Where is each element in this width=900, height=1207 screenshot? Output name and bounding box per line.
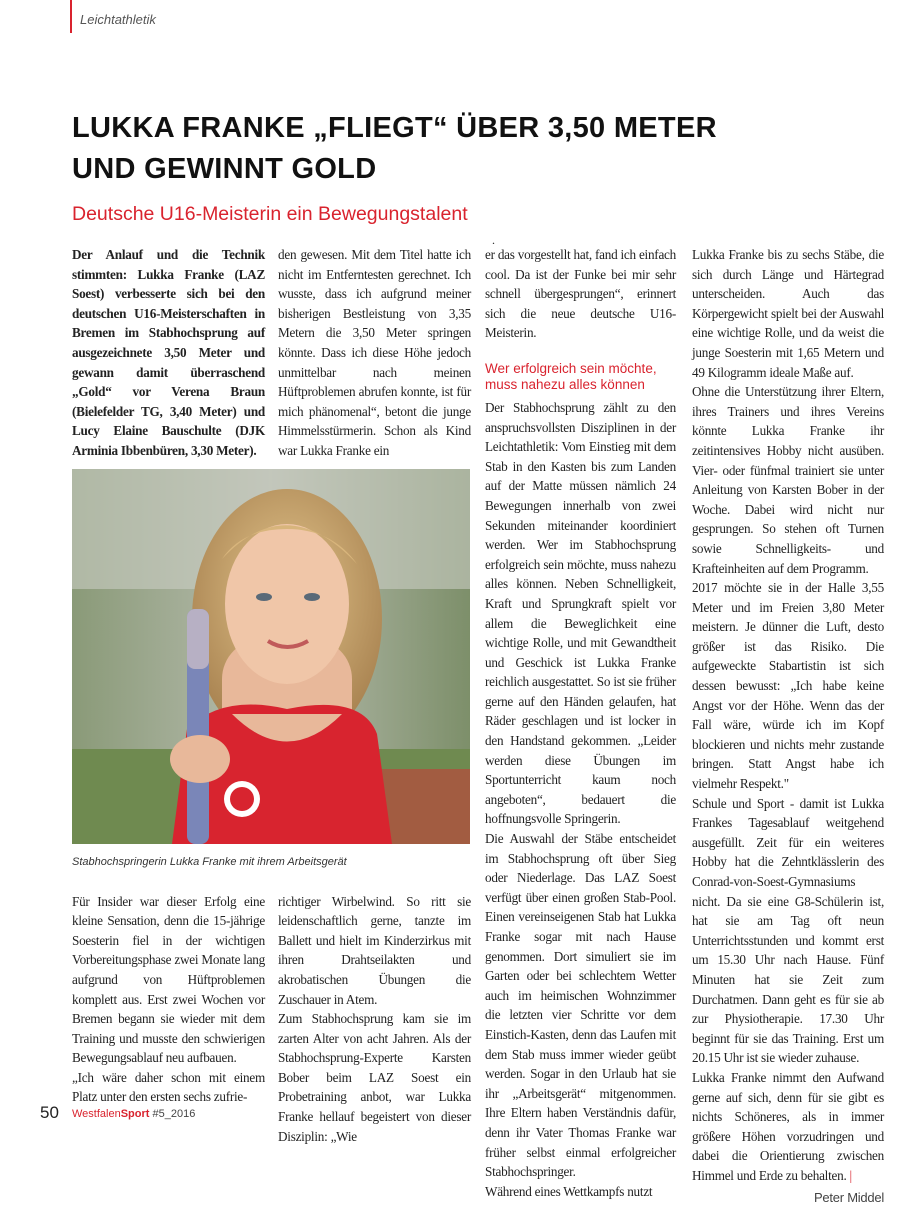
paragraph: den gewesen. Mit dem Titel hatte ich nicht im Entferntesten gerechnet. Ich wusste, dass ich aufgrund meiner bisherigen Bestleistung von 3,35 Metern die 3,50 Meter springen könnte. Dass ich diese Höhe jedoch unmittelbar nach meinen Hüftproblemen abrufen konnte, ist für mich phänomenal“, betont die junge Himmelsstürmerin. Schon als Kind war Lukka Franke ein	[278, 245, 471, 461]
brand-bold: Sport	[121, 1108, 150, 1120]
paragraph: Ohne die Unterstützung ihrer Eltern, ihres Trainers und ihres Vereins könnte Lukka Franke ihr zeitintensives Hobby nicht ausüben. Vier- oder fünfmal trainiert sie unter Anleitung von Karsten Bober in der Woche. Dabei wird nicht nur gesprungen. So stehen oft Turnen sowie Schnelligkeits- und Krafteinheiten auf dem Programm.	[692, 382, 884, 578]
paragraph: Für Insider war dieser Erfolg eine kleine Sensation, denn die 15-jährige Soesterin fiel in der wichtigen Vorbereitungsphase zwei Monate lang aufgrund von Hüftproblemen komplett aus. Erst zwei Wochen vor Bremen begann sie wieder mit dem Training und musste den schwierigen Bewegungsablauf neu aufbauen.	[72, 892, 265, 1068]
title-line-2: UND GEWINNT GOLD	[72, 149, 872, 190]
paragraph: „Ich wäre daher schon mit einem Platz unter den ersten sechs zufrie-	[72, 1068, 265, 1107]
column-1-bottom	[72, 892, 265, 1108]
top-columns	[72, 245, 471, 461]
end-mark: |	[850, 1168, 852, 1183]
section-label: Leichtathletik	[80, 12, 156, 27]
paragraph-text: Lukka Franke nimmt den Aufwand gerne auf sich, denn für sie gibt es nichts Schöneres, als in immer größere Höhen vorzudringen und dabei die Orientierung zwischen Himmel und Erde zu behalten.	[692, 1070, 884, 1183]
section-subheading: Wer erfolgreich sein möchte, muss nahezu alles können	[485, 361, 676, 393]
photo-caption: Stabhochspringerin Lukka Franke mit ihrem Arbeitsgerät	[72, 856, 471, 892]
title-line-1: LUKKA FRANKE „FLIEGT“ ÜBER 3,50 METER	[72, 108, 872, 149]
paragraph: Der Stabhochsprung zählt zu den anspruchsvollsten Disziplinen in der Leichtathletik: Vom Einstieg mit dem Stab in den Kasten bis zum Landen auf der Matte müssen nämlich 24 Bewegungen innerhalb von zwei Sekunden miteinander koordiniert werden. Wer im Stabhochsprung erfolgreich sein möchte, muss nahezu alles können. Neben Schnelligkeit, Kraft und Sprungkraft spielt vor allem die Beweglichkeit eine wichtige Rolle, und mit Gewandtheit und Geschick ist Lukka Franke reichlich ausgestattet. So ist sie früher gerne auf den Händen gelaufen, hat Räder geschlagen und ist locker in den Handstand gekommen. „Leider werden diese Übungen im Sportunterricht kaum noch angeboten“, bedauert die hoffnungsvolle Springerin.	[485, 398, 676, 829]
paragraph: Schule und Sport - damit ist Lukka Frankes Tagesablauf weitgehend ausgefüllt. Zeit für ein weiteres Hobby hat die Zehntklässlerin des Conrad-von-Soest-Gymnasiums nicht. Da sie eine G8-Schülerin ist, hat sie am Tag oft neun Unterrichtsstunden und kommt erst um 15.30 Uhr nach Hause. Fünf Minuten hat sie Zeit zum Durchatmen. Dann geht es für sie ab zur Physiotherapie. 17.30 Uhr beginnt für sie das Training. Erst um 20.15 Uhr ist sie wieder zuhause.	[692, 794, 884, 1068]
paragraph: Während eines Wettkampfs nutzt	[485, 1182, 676, 1202]
article-photo	[72, 469, 470, 844]
paragraph: Zum Stabhochsprung kam sie im zarten Alter von acht Jahren. Als der Stabhochsprung-Experte Karsten Bober beim LAZ Soest ein Probetraining anbot, war Lukka Franke hellauf begeistert von dieser Disziplin: „Wie	[278, 1009, 471, 1146]
column-2-bottom	[278, 892, 471, 1147]
article-subtitle: Deutsche U16-Meisterin ein Bewegungstalent	[72, 203, 468, 226]
paragraph: richtiger Wirbelwind. So ritt sie leidenschaftlich gerne, tanzte im Ballett und hielt im Kinderzirkus mit ihren Drahtseilakten und akrobatischen Übungen die Zuschauer in Atem.	[278, 892, 471, 1010]
section-accent-bar	[70, 0, 72, 33]
paragraph: er das vorgestellt hat, fand ich einfach cool. Da ist der Funke bei mir sehr schnell übergesprungen“, erinnert sich die neue deutsche U16-Meisterin.	[485, 245, 676, 343]
issue-number: #5_2016	[153, 1108, 196, 1120]
column-1-top	[72, 245, 265, 461]
column-3	[485, 245, 676, 1201]
brand-light: Westfalen	[72, 1108, 121, 1120]
author-byline: Peter Middel	[692, 1188, 884, 1207]
left-content-block	[72, 245, 471, 1146]
paragraph: Lukka Franke bis zu sechs Stäbe, die sich durch Länge und Härtegrad unterscheiden. Auch das Körpergewicht spielt bei der Auswahl eine wichtige Rolle, und da weist die junge Soesterin mit 1,65 Metern und 49 Kilogramm ideale Maße auf.	[692, 245, 884, 382]
paragraph: 2017 möchte sie in der Halle 3,55 Meter und im Freien 3,80 Meter meistern. Je dünner die Luft, desto größer ist das Risiko. Die aufgeweckte Stabartistin ist sich dessen bewusst: „Ich habe keine Angst vor der Höhe. Wenn das der Fall wäre, würde ich im Kopf blockieren und nichts mehr zustande bringen. Statt Angst habe ich vielmehr Respekt."	[692, 578, 884, 794]
stray-mark: .	[492, 233, 495, 248]
article-title	[72, 108, 872, 190]
magazine-brand	[72, 1108, 195, 1120]
page-number: 50	[40, 1103, 59, 1123]
athlete-photo-image	[72, 469, 470, 844]
paragraph: Die Auswahl der Stäbe entscheidet im Stabhochsprung oft über Sieg oder Niederlage. Das LAZ Soest verfügt über einen großen Stab-Pool. Einen vereinseigenen Stab hat Lukka Franke sogar mit nach Hause genommen. Dort simuliert sie im Garten oder bei schlechtem Wetter auch im heimischen Wohnzimmer die letzten vier Schritte vor dem Einstich-Kasten, denn das Laufen mit dem Stab muss immer wieder geübt werden. Sogar in den Urlaub hat sie ihr „Arbeitsgerät“ mitgenommen. Ihre Eltern haben Verständnis dafür, denn ihr Vater Thomas Franke war früher selbst einmal erfolgreicher Stabhochspringer.	[485, 829, 676, 1182]
column-2-top	[278, 245, 471, 461]
lead-paragraph: Der Anlauf und die Technik stimmten: Lukka Franke (LAZ Soest) verbesserte sich bei den deutschen U16-Meisterschaften in Bremen im Stabhochsprung auf ausgezeichnete 3,50 Meter und gewann damit überraschend „Gold“ vor Verena Braun (Bielefelder TG, 3,40 Meter) und Lucy Elaine Bauschulte (DJK Arminia Ibbenbüren, 3,30 Meter).	[72, 245, 265, 461]
final-paragraph	[692, 1068, 884, 1186]
column-4	[692, 245, 884, 1207]
